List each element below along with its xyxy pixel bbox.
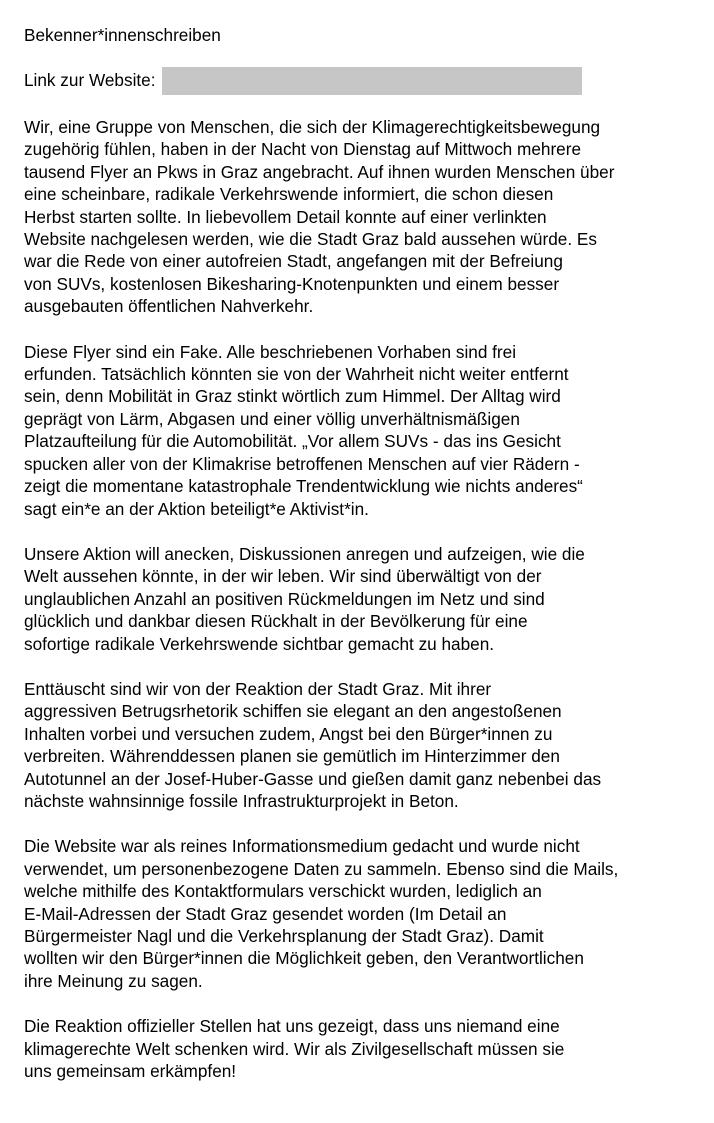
text-line: sagt ein*e an der Aktion beteiligt*e Aktivist*in.	[24, 498, 369, 519]
text-line: Autotunnel an der Josef-Huber-Gasse und gießen damit ganz nebenbei das	[24, 768, 602, 789]
text-line: ihre Meinung zu sagen.	[24, 970, 203, 991]
website-link-label: Link zur Website:	[24, 70, 156, 90]
text-line: glücklich und dankbar diesen Rückhalt in der Bevölkerung für eine	[24, 611, 528, 632]
text-line: Platzaufteilung für die Automobilität. „Vor allem SUVs - das ins Gesicht	[24, 431, 561, 452]
text-line: Inhalten vorbei und versuchen zudem, Angst bei den Bürger*innen zu	[24, 723, 553, 744]
paragraph-2	[24, 341, 704, 520]
paragraph-5	[24, 835, 704, 992]
text-line: von SUVs, kostenlosen Bikesharing-Knotenpunkten und einem besser	[24, 273, 560, 294]
text-line: welche mithilfe des Kontaktformulars verschickt wurden, lediglich an	[24, 881, 542, 902]
text-line: zeigt die momentane katastrophale Trendentwicklung wie nichts anderes“	[24, 476, 583, 497]
text-line: tausend Flyer an Pkws in Graz angebracht. Auf ihnen wurden Menschen über	[24, 161, 615, 182]
text-line: Unsere Aktion will anecken, Diskussionen anregen und aufzeigen, wie die	[24, 543, 585, 564]
text-line: ausgebauten öffentlichen Nahverkehr.	[24, 296, 314, 317]
text-line: verwendet, um personenbezogene Daten zu sammeln. Ebenso sind die Mails,	[24, 858, 619, 879]
text-line: Herbst starten sollte. In liebevollem Detail konnte auf einer verlinkten	[24, 206, 547, 227]
text-line: Wir, eine Gruppe von Menschen, die sich der Klimagerechtigkeitsbewegung	[24, 117, 601, 137]
text-line: geprägt von Lärm, Abgasen und einer völlig unverhältnismäßigen	[24, 408, 520, 429]
text-line: Die Website war als reines Informationsmedium gedacht und wurde nicht	[24, 836, 580, 857]
text-line: spucken aller von der Klimakrise betroffenen Menschen auf vier Rädern -	[24, 453, 580, 474]
text-line: Welt aussehen könnte, in der wir leben. Wir sind überwältigt von der	[24, 566, 542, 587]
document-page	[24, 25, 704, 1105]
text-line: Bürgermeister Nagl und die Verkehrsplanung der Stadt Graz). Damit	[24, 926, 544, 946]
text-line: nächste wahnsinnige fossile Infrastrukturprojekt in Beton.	[24, 790, 459, 811]
text-line: war die Rede von einer autofreien Stadt, angefangen mit der Befreiung	[24, 251, 563, 272]
website-link-row	[24, 67, 704, 94]
text-line: Website nachgelesen werden, wie die Stadt Graz bald aussehen würde. Es	[24, 229, 597, 250]
text-line: uns gemeinsam erkämpfen!	[24, 1061, 237, 1082]
text-line: erfunden. Tatsächlich könnten sie von der Wahrheit nicht weiter entfernt	[24, 364, 569, 385]
text-line: klimagerechte Welt schenken wird. Wir als Zivilgesellschaft müssen sie	[24, 1038, 565, 1059]
text-line: wollten wir den Bürger*innen die Möglichkeit geben, den Verantwortlichen	[24, 948, 584, 969]
text-line: Diese Flyer sind ein Fake. Alle beschriebenen Vorhaben sind frei	[24, 341, 517, 362]
text-line: aggressiven Betrugsrhetorik schiffen sie elegant an den angestoßenen	[24, 701, 562, 722]
text-line: Enttäuscht sind wir von der Reaktion der Stadt Graz. Mit ihrer	[24, 678, 492, 699]
document-title: Bekenner*innenschreiben	[24, 25, 221, 45]
paragraph-4	[24, 678, 704, 812]
text-line: sofortige radikale Verkehrswende sichtbar gemacht zu haben.	[24, 633, 495, 654]
text-line: E-Mail-Adressen der Stadt Graz gesendet worden (Im Detail an	[24, 903, 507, 924]
paragraph-3	[24, 543, 704, 655]
text-line: sein, denn Mobilität in Graz stinkt wörtlich zum Himmel. Der Alltag wird	[24, 386, 561, 407]
paragraph-1	[24, 116, 704, 318]
paragraph-6	[24, 1015, 704, 1082]
text-line: zugehörig fühlen, haben in der Nacht von Dienstag auf Mittwoch mehrere	[24, 139, 582, 160]
text-line: Die Reaktion offizieller Stellen hat uns gezeigt, dass uns niemand eine	[24, 1016, 560, 1037]
text-line: eine scheinbare, radikale Verkehrswende informiert, die schon diesen	[24, 184, 554, 205]
redacted-link-box	[162, 67, 582, 95]
text-line: verbreiten. Währenddessen planen sie gemütlich im Hinterzimmer den	[24, 746, 560, 767]
text-line: unglaublichen Anzahl an positiven Rückmeldungen im Netz und sind	[24, 588, 545, 609]
